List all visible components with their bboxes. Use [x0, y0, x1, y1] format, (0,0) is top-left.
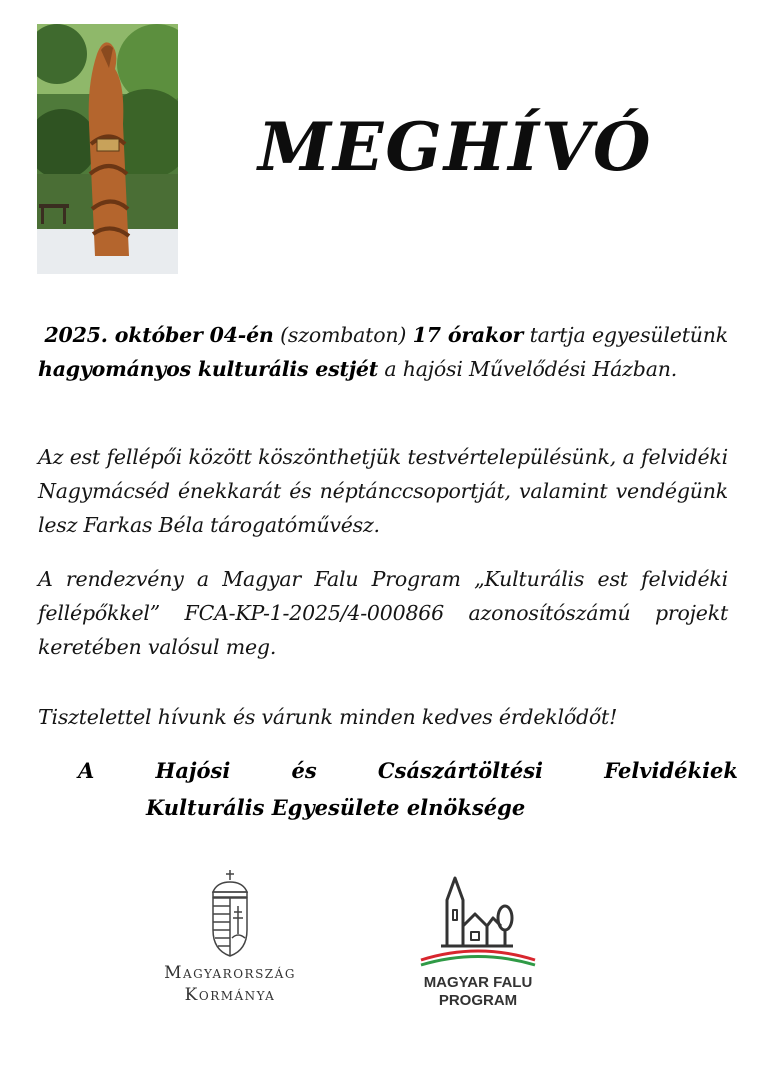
program-paragraph: A rendezvény a Magyar Falu Program „Kulturális est felvidéki fellépőkkel” FCA-KP-1-2025/4-000866 azonosítószámú projekt keretében valósul meg.: [38, 567, 728, 659]
signature-word: és: [291, 758, 317, 783]
signature-word: Császártöltési: [377, 758, 544, 783]
signature-word: A: [78, 758, 95, 783]
hungarian-coat-of-arms-icon: [205, 868, 255, 958]
sculpture-photo: [37, 24, 178, 274]
signature-line-1: [78, 758, 738, 783]
magyar-falu-program-logo: [408, 870, 548, 1010]
government-name-line-1: Magyarország: [164, 963, 296, 983]
event-date: 2025. október 04-én: [44, 323, 274, 347]
event-name: hagyományos kulturális estjét: [38, 357, 379, 381]
closing-greeting: Tisztelettel hívunk és várunk minden kedves érdeklődőt!: [38, 705, 618, 729]
event-text-1: tartja egyesületünk: [529, 323, 728, 347]
village-church-trees-icon: [413, 870, 543, 970]
signature-line-2: Kulturális Egyesülete elnöksége: [146, 795, 526, 820]
wooden-carved-sculpture-photo: [37, 24, 178, 274]
signature-word: Felvidékiek: [604, 758, 738, 783]
invitation-paragraph: [38, 318, 728, 386]
event-time: 17 órakor: [412, 323, 524, 347]
program-name-line-2: PROGRAM: [438, 992, 518, 1009]
event-text-2: a hajósi Művelődési Házban.: [384, 357, 678, 381]
page-title: MEGHÍVÓ: [258, 108, 653, 186]
signature-word: Hajósi: [155, 758, 231, 783]
government-logo: [150, 868, 310, 1006]
program-name-line-1: MAGYAR FALU: [423, 974, 533, 991]
event-day: (szombaton): [280, 323, 407, 347]
government-name-line-2: Kormánya: [184, 985, 276, 1005]
performers-paragraph: Az est fellépői között köszönthetjük testvértelepülésünk, a felvidéki Nagymácséd énekkarát és néptánccsoportját, valamint vendégünk lesz Farkas Béla tárogatóművész.: [38, 445, 728, 537]
